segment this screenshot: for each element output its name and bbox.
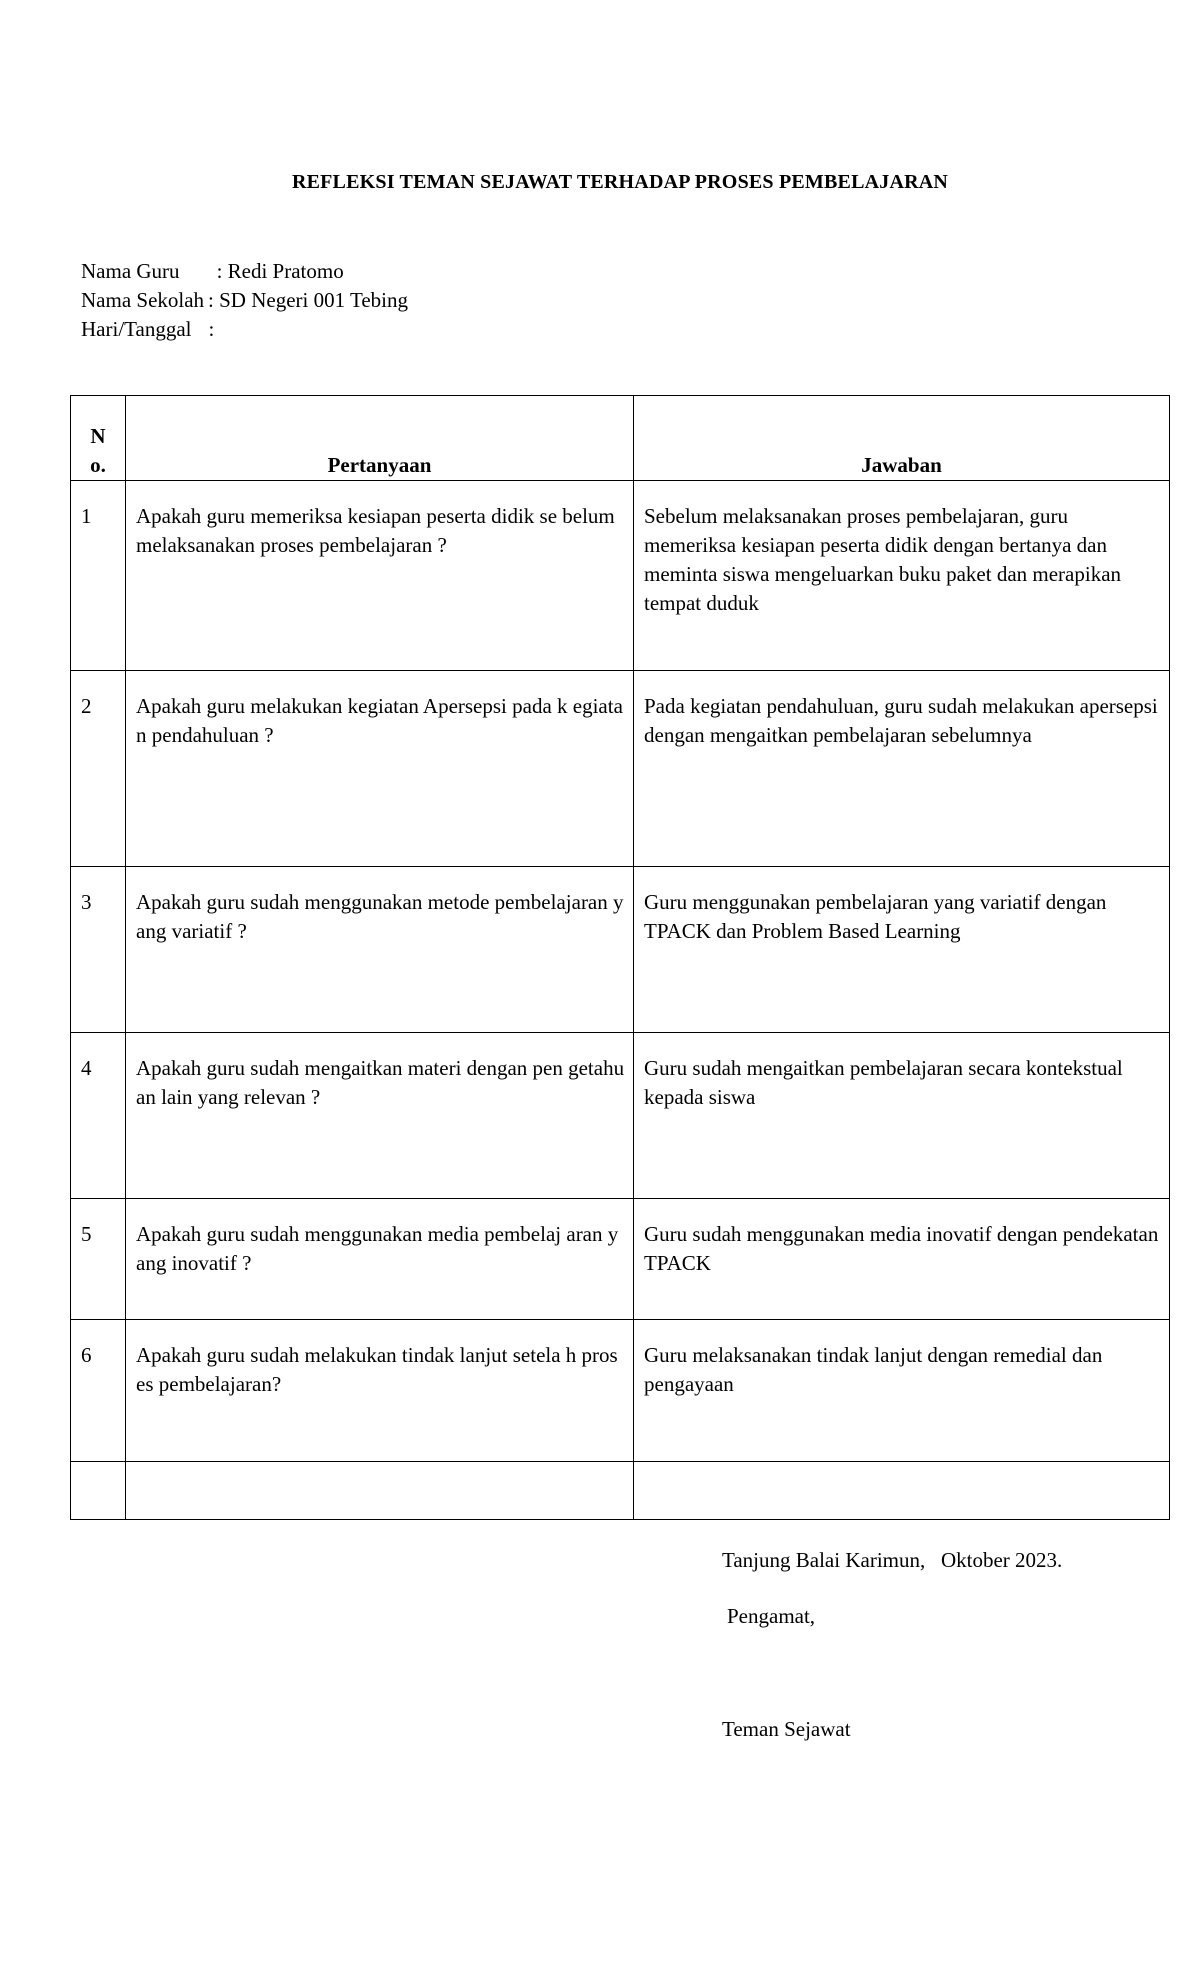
observer-label: Pengamat, [727, 1604, 816, 1628]
row-number: 5 [71, 1199, 126, 1320]
table-row [71, 867, 1170, 1033]
row-answer: Guru melaksanakan tindak lanjut dengan remedial dan pengayaan [634, 1320, 1170, 1462]
header-no [71, 396, 126, 481]
table-row [71, 1033, 1170, 1199]
school-name-row [81, 286, 408, 315]
place-and-date: Tanjung Balai Karimun, Oktober 2023. [722, 1548, 1063, 1572]
empty-cell-answer [634, 1462, 1170, 1520]
row-answer: Guru menggunakan pembelajaran yang variatif dengan TPACK dan Problem Based Learning [634, 867, 1170, 1033]
date-label: Hari/Tanggal [81, 317, 192, 341]
row-question: Apakah guru melakukan kegiatan Apersepsi pada k egiatan pendahuluan ? [126, 671, 634, 867]
observer-role: Teman Sejawat [722, 1717, 851, 1741]
table-row [71, 671, 1170, 867]
empty-row [71, 1462, 1170, 1520]
teacher-name-label: Nama Guru [81, 259, 180, 283]
row-question: Apakah guru sudah mengaitkan materi dengan pen getahuan lain yang relevan ? [126, 1033, 634, 1199]
date-value: : [208, 317, 215, 341]
header-answer: Jawaban [634, 396, 1170, 481]
table-row [71, 1320, 1170, 1462]
date-row [81, 315, 408, 344]
row-number: 3 [71, 867, 126, 1033]
school-name-label: Nama Sekolah [81, 288, 205, 312]
row-answer: Sebelum melaksanakan proses pembelajaran, guru memeriksa kesiapan peserta didik dengan bertanya dan meminta siswa mengeluarkan buku paket dan merapikan tempat duduk [634, 481, 1170, 671]
row-number: 1 [71, 481, 126, 671]
row-answer: Pada kegiatan pendahuluan, guru sudah melakukan apersepsi dengan mengaitkan pembelajaran sebelumnya [634, 671, 1170, 867]
row-question: Apakah guru sudah melakukan tindak lanjut setela h proses pembelajaran? [126, 1320, 634, 1462]
table-row [71, 481, 1170, 671]
row-answer: Guru sudah mengaitkan pembelajaran secara kontekstual kepada siswa [634, 1033, 1170, 1199]
table-row [71, 1199, 1170, 1320]
document-title: REFLEKSI TEMAN SEJAWAT TERHADAP PROSES PEMBELAJARAN [291, 171, 949, 193]
header-question: Pertanyaan [126, 396, 634, 481]
header-no-line2: o. [90, 453, 106, 477]
row-number: 2 [71, 671, 126, 867]
teacher-name-row [81, 257, 408, 286]
header-no-line1: N [90, 424, 106, 448]
table-header-row [71, 396, 1170, 481]
empty-cell-no [71, 1462, 126, 1520]
teacher-info [81, 257, 408, 344]
row-question: Apakah guru sudah menggunakan metode pembelajaran yang variatif ? [126, 867, 634, 1033]
empty-cell-question [126, 1462, 634, 1520]
row-answer: Guru sudah menggunakan media inovatif dengan pendekatan TPACK [634, 1199, 1170, 1320]
row-question: Apakah guru memeriksa kesiapan peserta didik se belum melaksanakan proses pembelajaran ? [126, 481, 634, 671]
teacher-name-value: : Redi Pratomo [216, 259, 344, 283]
row-number: 6 [71, 1320, 126, 1462]
reflection-table [70, 395, 1170, 1520]
row-question: Apakah guru sudah menggunakan media pembelaj aran yang inovatif ? [126, 1199, 634, 1320]
row-number: 4 [71, 1033, 126, 1199]
school-name-value: : SD Negeri 001 Tebing [208, 288, 408, 312]
